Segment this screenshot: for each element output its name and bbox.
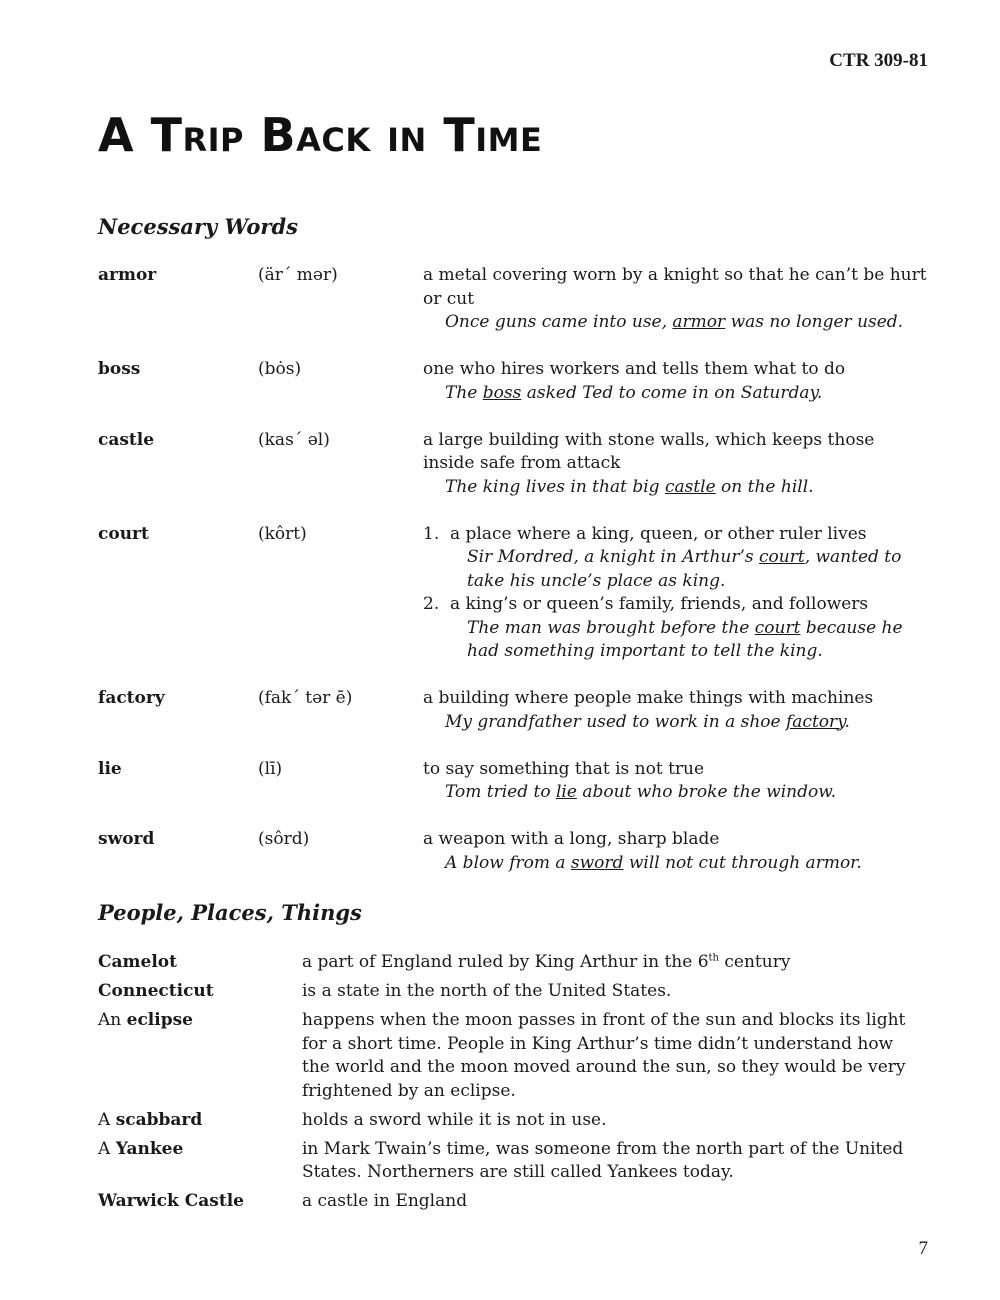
vocabulary-list bbox=[98, 264, 928, 875]
vocab-entry-court bbox=[98, 523, 928, 664]
example-sentence: Tom tried to lie about who broke the window. bbox=[445, 782, 837, 802]
vocab-definition bbox=[423, 687, 928, 734]
page-title: A Trip Back in Time bbox=[98, 108, 543, 162]
vocab-definition bbox=[423, 264, 928, 335]
term-entry-scabbard bbox=[98, 1109, 918, 1133]
term: Camelot bbox=[98, 952, 177, 972]
term: A scabbard bbox=[98, 1109, 203, 1130]
term-entry-connecticut bbox=[98, 980, 918, 1004]
vocab-entry-sword bbox=[98, 828, 928, 875]
vocab-word: sword bbox=[98, 829, 155, 849]
vocab-entry-castle bbox=[98, 429, 928, 500]
underlined-word: boss bbox=[482, 382, 522, 403]
page-number: 7 bbox=[918, 1238, 928, 1259]
term: An eclipse bbox=[98, 1010, 193, 1030]
vocab-word: factory bbox=[98, 688, 165, 708]
vocab-definition bbox=[423, 429, 928, 500]
vocab-pronunciation: (fak´ tər ē) bbox=[258, 688, 353, 708]
definition-text: a large building with stone walls, which keeps those inside safe from attack bbox=[423, 429, 875, 473]
definition-text: a weapon with a long, sharp blade bbox=[423, 829, 720, 849]
vocab-pronunciation: (sôrd) bbox=[258, 829, 310, 849]
underlined-word: sword bbox=[570, 852, 624, 873]
vocab-word: lie bbox=[98, 758, 122, 779]
vocab-definition bbox=[423, 523, 928, 664]
term-definition: holds a sword while it is not in use. bbox=[302, 1109, 607, 1130]
vocab-pronunciation: (kas´ əl) bbox=[258, 429, 330, 450]
definition-text: a building where people make things with machines bbox=[423, 688, 874, 708]
definition-sense-2 bbox=[423, 593, 928, 664]
underlined-word: castle bbox=[664, 476, 716, 497]
underlined-word: armor bbox=[672, 312, 726, 332]
term-definition: happens when the moon passes in front of the sun and blocks its light for a short time. People in King Arthur’s time didn’t understand how the world and the moon moved around the sun, so they would be very frightened by an eclipse. bbox=[302, 1010, 906, 1101]
definition-text: to say something that is not true bbox=[423, 758, 705, 779]
term-definition: a part of England ruled by King Arthur in the 6th century bbox=[302, 952, 791, 972]
underlined-word: factory bbox=[786, 711, 845, 732]
example-sentence: The boss asked Ted to come in on Saturday. bbox=[445, 382, 823, 403]
example-sentence: The man was brought before the court because he had something important to tell the king. bbox=[467, 617, 903, 661]
term: Warwick Castle bbox=[98, 1191, 244, 1211]
definition-text: a king’s or queen’s family, friends, and followers bbox=[450, 594, 869, 614]
vocab-definition bbox=[423, 358, 928, 405]
vocab-definition bbox=[423, 828, 928, 875]
term-definition: a castle in England bbox=[302, 1191, 468, 1211]
vocab-entry-lie bbox=[98, 758, 928, 805]
section-heading-necessary-words: Necessary Words bbox=[98, 214, 298, 239]
term-definition: in Mark Twain’s time, was someone from the north part of the United States. Northerners are still called Yankees today. bbox=[302, 1138, 904, 1182]
term-entry-camelot bbox=[98, 951, 918, 975]
underlined-word: court bbox=[754, 617, 801, 638]
vocab-word: castle bbox=[98, 429, 155, 450]
definition-text: one who hires workers and tells them what to do bbox=[423, 359, 846, 379]
vocab-entry-armor bbox=[98, 264, 928, 335]
vocab-word: boss bbox=[98, 359, 141, 379]
vocab-pronunciation: (kôrt) bbox=[258, 523, 307, 544]
underlined-word: court bbox=[759, 547, 805, 567]
definition-sense-1 bbox=[423, 523, 928, 594]
document-code: CTR 309-81 bbox=[829, 50, 928, 71]
example-sentence: My grandfather used to work in a shoe factory. bbox=[445, 711, 850, 732]
term-entry-warwick-castle bbox=[98, 1190, 918, 1214]
term: A Yankee bbox=[98, 1138, 184, 1159]
ordinal-suffix: th bbox=[708, 952, 719, 964]
sense-number: 2. bbox=[423, 594, 440, 614]
vocab-pronunciation: (lī) bbox=[258, 758, 283, 779]
vocab-entry-factory bbox=[98, 687, 928, 734]
term-entry-eclipse bbox=[98, 1009, 918, 1103]
example-sentence: The king lives in that big castle on the hill. bbox=[445, 476, 814, 497]
vocab-word: court bbox=[98, 523, 149, 544]
definition-text: a metal covering worn by a knight so that he can’t be hurt or cut bbox=[423, 265, 927, 309]
vocab-pronunciation: (är´ mər) bbox=[258, 265, 338, 285]
people-places-things-list bbox=[98, 951, 918, 1219]
example-sentence: Sir Mordred, a knight in Arthur’s court, wanted to take his uncle’s place as king. bbox=[467, 547, 902, 591]
example-sentence: Once guns came into use, armor was no longer used. bbox=[445, 312, 904, 332]
vocab-entry-boss bbox=[98, 358, 928, 405]
definition-text: a place where a king, queen, or other ruler lives bbox=[450, 523, 867, 544]
section-heading-people-places-things: People, Places, Things bbox=[98, 900, 362, 925]
term-definition: is a state in the north of the United States. bbox=[302, 981, 672, 1001]
example-sentence: A blow from a sword will not cut through armor. bbox=[445, 852, 862, 873]
underlined-word: lie bbox=[556, 782, 577, 802]
term-entry-yankee bbox=[98, 1138, 918, 1185]
vocab-pronunciation: (bȯs) bbox=[258, 359, 302, 379]
term: Connecticut bbox=[98, 981, 214, 1001]
vocab-definition bbox=[423, 758, 928, 805]
sense-number: 1. bbox=[423, 523, 440, 544]
vocab-word: armor bbox=[98, 265, 157, 285]
